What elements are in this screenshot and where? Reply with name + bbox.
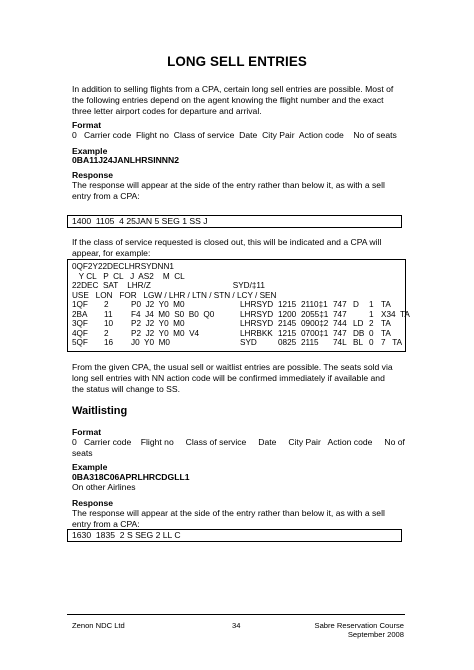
- cpa-flight-no: 10: [104, 319, 114, 328]
- cpa-meal-code: D: [353, 300, 359, 309]
- cpa-header-line: 0QF2Y22DECLHRSYDNN1: [72, 262, 174, 271]
- cpa-equipment: 74L: [333, 338, 347, 347]
- footer-left: Zenon NDC Ltd: [72, 621, 125, 630]
- cpa-row: [72, 338, 405, 348]
- response-paragraph: [72, 180, 385, 202]
- waitlisting-format-heading: Format: [72, 427, 102, 437]
- waitlisting-format-line: seats: [72, 448, 93, 458]
- cpa-class-availability: P0 J2 Y0 M0: [131, 300, 185, 309]
- cpa-header-line: USE LON FOR LGW / LHR / LTN / STN / LCY / SEN: [72, 290, 277, 300]
- cpa-line-number: 4QF: [72, 328, 88, 338]
- waitlisting-response-heading: Response: [72, 498, 114, 508]
- cpa-remarks: X34 TA: [381, 309, 410, 319]
- waitlisting-example-note: On other Airlines: [72, 482, 136, 492]
- cpa-equipment: 747: [333, 300, 347, 309]
- response-line: The response will appear at the side of the entry rather than below it, as with a sell: [72, 180, 385, 190]
- cpa-city-pair: SYD: [240, 338, 257, 347]
- cpa-city-pair: LHRSYD: [240, 300, 274, 309]
- cpa-class-availability: F4 J4 M0 S0 B0 Q0: [131, 309, 215, 319]
- example-heading: Example: [72, 146, 108, 156]
- footer-course: Sabre Reservation Course: [314, 621, 404, 630]
- cpa-row: [72, 309, 410, 320]
- cpa-remarks: TA: [381, 300, 391, 309]
- intro-line: the following entries depend on the agent knowing the flight number and the exact: [72, 95, 384, 105]
- after-cpa-line: the status will change to SS.: [72, 384, 180, 394]
- footer-divider: [67, 614, 405, 615]
- cpa-stops: 1: [369, 309, 374, 319]
- cpa-arrive-time: 2115: [301, 338, 319, 347]
- cpa-flight-no: 2: [104, 328, 109, 338]
- page-title: LONG SELL ENTRIES: [167, 54, 307, 69]
- format-heading: Format: [72, 120, 102, 130]
- format-text: 0 Carrier code Flight no Class of service Date City Pair Action code No of seats: [72, 130, 397, 140]
- closed-line: appear, for example:: [72, 248, 151, 258]
- cpa-flight-no: 11: [104, 309, 113, 319]
- cpa-line-number: 2BA: [72, 309, 88, 319]
- cpa-remarks: 7 TA: [381, 338, 403, 347]
- intro-line: In addition to selling flights from a CPA, certain long sell entries are possible. Most of: [72, 84, 394, 94]
- intro-line: three letter airport codes for departure and arrival.: [72, 106, 262, 116]
- waitlisting-response-line: entry from a CPA:: [72, 519, 140, 529]
- after-cpa-line: long sell entries with NN action code will be confirmed immediately if available and: [72, 373, 385, 383]
- intro-paragraph: [72, 84, 393, 117]
- footer-date: September 2008: [347, 630, 404, 640]
- cpa-row: [72, 319, 405, 329]
- cpa-remarks: TA: [381, 319, 391, 328]
- cpa-depart-time: 1200: [278, 309, 297, 319]
- cpa-line-number: 3QF: [72, 319, 88, 328]
- after-cpa-paragraph: [72, 362, 393, 395]
- waitlisting-format-line: 0 Carrier code Flight no Class of service Date City Pair Action code No of: [72, 437, 405, 447]
- cpa-city-pair: LHRSYD: [240, 319, 274, 328]
- cpa-meal-code: DB: [353, 328, 365, 338]
- waitlisting-example-code: 0BA318C06APRLHRCDGLL1: [72, 472, 190, 482]
- example-code: 0BA11J24JANLHRSINNN2: [72, 155, 179, 165]
- cpa-stops: 1: [369, 300, 374, 309]
- cpa-meal-code: LD: [353, 319, 364, 328]
- cpa-depart-time: 0825: [278, 338, 297, 347]
- cpa-stops: 0: [369, 338, 374, 347]
- cpa-flight-no: 16: [104, 338, 114, 347]
- cpa-flight-no: 2: [104, 300, 109, 309]
- cpa-row: [72, 329, 405, 339]
- cpa-rows: [72, 300, 410, 348]
- closed-line: If the class of service requested is closed out, this will be indicated and a CPA will: [72, 237, 382, 247]
- cpa-equipment: 744: [333, 319, 347, 328]
- cpa-arrive-time: 0900‡2: [301, 319, 329, 328]
- cpa-city-pair: LHRBKK: [240, 328, 273, 338]
- cpa-equipment: 747: [333, 309, 347, 319]
- cpa-row: [72, 300, 405, 310]
- waitlisting-response-box: 1630 1835 2 S SEG 2 LL C: [67, 529, 402, 542]
- cpa-class-availability: J0 Y0 M0: [131, 338, 170, 347]
- cpa-class-availability: P2 J2 Y0 M0: [131, 319, 185, 328]
- cpa-depart-time: 1215: [278, 328, 297, 338]
- cpa-city-pair: LHRSYD: [240, 309, 274, 319]
- cpa-header-line: Y CL P CL J AS2 M CL: [72, 271, 185, 281]
- closed-paragraph: [72, 237, 381, 259]
- response-box: 1400 1105 4 25JAN 5 SEG 1 SS J: [67, 215, 402, 228]
- cpa-box: [67, 259, 410, 352]
- response-line: entry from a CPA:: [72, 191, 140, 201]
- cpa-remarks: TA: [381, 328, 391, 338]
- waitlisting-heading: Waitlisting: [72, 405, 128, 417]
- waitlisting-format: [72, 437, 405, 459]
- cpa-depart-time: 2145: [278, 319, 297, 328]
- cpa-arrive-time: 2055‡1: [301, 309, 329, 319]
- cpa-class-availability: P2 J2 Y0 M0 V4: [131, 328, 200, 338]
- footer-right: [315, 621, 404, 640]
- cpa-line-number: 1QF: [72, 300, 88, 309]
- cpa-equipment: 747: [333, 328, 347, 338]
- cpa-depart-time: 1215: [278, 300, 297, 309]
- waitlisting-example-heading: Example: [72, 462, 108, 472]
- after-cpa-line: From the given CPA, the usual sell or waitlist entries are possible. The seats sold via: [72, 362, 393, 372]
- footer-page-number: 34: [232, 621, 241, 630]
- response-heading: Response: [72, 170, 114, 180]
- cpa-arrive-time: 2110‡1: [301, 300, 328, 309]
- waitlisting-response-paragraph: [72, 508, 385, 530]
- cpa-arrive-time: 0700‡1: [301, 328, 329, 338]
- cpa-meal-code: BL: [353, 338, 364, 347]
- waitlisting-response-line: The response will appear at the side of the entry rather than below it, as with a sell: [72, 508, 385, 518]
- cpa-header-line: 22DEC SAT LHR/Z SYD/‡11: [72, 281, 265, 290]
- cpa-stops: 0: [369, 328, 374, 338]
- cpa-stops: 2: [369, 319, 374, 328]
- cpa-line-number: 5QF: [72, 338, 88, 347]
